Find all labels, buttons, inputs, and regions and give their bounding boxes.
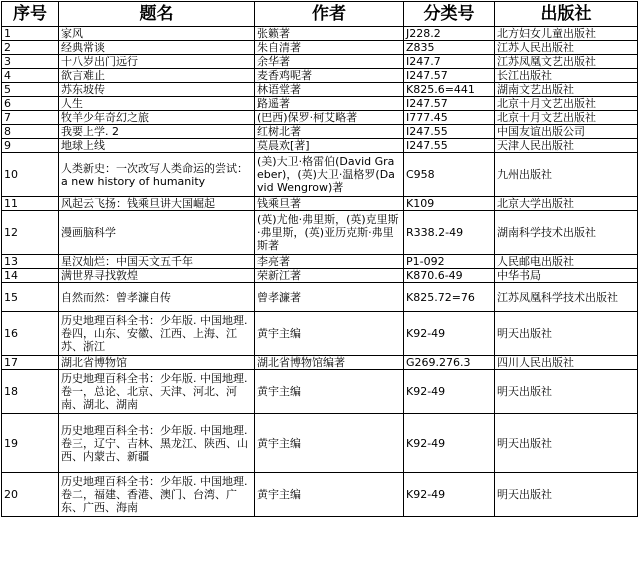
- publisher: 江苏人民出版社: [495, 41, 638, 55]
- book-title: 风起云飞扬：钱乘旦讲大国崛起: [59, 197, 255, 211]
- classification-number: K825.72=76: [404, 283, 495, 312]
- publisher: 天津人民出版社: [495, 139, 638, 153]
- row-index: 5: [2, 83, 59, 97]
- row-index: 9: [2, 139, 59, 153]
- classification-number: K825.6=441: [404, 83, 495, 97]
- table-row: [2, 97, 638, 111]
- table-row: [2, 125, 638, 139]
- classification-number: C958: [404, 153, 495, 197]
- row-index: 14: [2, 269, 59, 283]
- publisher: 四川人民出版社: [495, 356, 638, 370]
- table-row: [2, 283, 638, 312]
- classification-number: Z835: [404, 41, 495, 55]
- header-classification: 分类号: [404, 2, 495, 27]
- publisher: 江苏凤凰科学技术出版社: [495, 283, 638, 312]
- book-title: 人类新史：一次改写人类命运的尝试：a new history of humanity: [59, 153, 255, 197]
- publisher: 九州出版社: [495, 153, 638, 197]
- row-index: 4: [2, 69, 59, 83]
- table-row: [2, 414, 638, 473]
- table-row: [2, 356, 638, 370]
- row-index: 10: [2, 153, 59, 197]
- row-index: 13: [2, 255, 59, 269]
- row-index: 15: [2, 283, 59, 312]
- table-row: [2, 312, 638, 356]
- book-title: 历史地理百科全书：少年版. 中国地理. 卷一，总论、北京、天津、河北、河南、湖北、湖南: [59, 370, 255, 414]
- row-index: 18: [2, 370, 59, 414]
- classification-number: I247.55: [404, 139, 495, 153]
- table-row: [2, 69, 638, 83]
- table-body: [2, 27, 638, 517]
- book-author: 黄宇主编: [255, 414, 404, 473]
- book-title: 星汉灿烂：中国天文五千年: [59, 255, 255, 269]
- book-title: 漫画脑科学: [59, 211, 255, 255]
- table-row: [2, 83, 638, 97]
- classification-number: I777.45: [404, 111, 495, 125]
- classification-number: K92-49: [404, 312, 495, 356]
- classification-number: K92-49: [404, 473, 495, 517]
- publisher: 人民邮电出版社: [495, 255, 638, 269]
- book-title: 地球上线: [59, 139, 255, 153]
- classification-number: I247.55: [404, 125, 495, 139]
- book-author: 余华著: [255, 55, 404, 69]
- header-publisher: 出版社: [495, 2, 638, 27]
- publisher: 中国友谊出版公司: [495, 125, 638, 139]
- classification-number: R338.2-49: [404, 211, 495, 255]
- book-title: 历史地理百科全书：少年版. 中国地理. 卷四，山东、安徽、江西、上海、江苏、浙江: [59, 312, 255, 356]
- publisher: 长江出版社: [495, 69, 638, 83]
- table-row: [2, 211, 638, 255]
- table-row: [2, 27, 638, 41]
- book-author: 曾孝濂著: [255, 283, 404, 312]
- table-row: [2, 153, 638, 197]
- table-row: [2, 269, 638, 283]
- book-author: 黄宇主编: [255, 473, 404, 517]
- book-author: 黄宇主编: [255, 312, 404, 356]
- book-author: 钱乘旦著: [255, 197, 404, 211]
- classification-number: K870.6-49: [404, 269, 495, 283]
- row-index: 19: [2, 414, 59, 473]
- classification-number: I247.57: [404, 97, 495, 111]
- classification-number: I247.57: [404, 69, 495, 83]
- book-title: 满世界寻找敦煌: [59, 269, 255, 283]
- publisher: 北京十月文艺出版社: [495, 97, 638, 111]
- book-title: 十八岁出门远行: [59, 55, 255, 69]
- classification-number: G269.276.3: [404, 356, 495, 370]
- publisher: 明天出版社: [495, 473, 638, 517]
- header-index: 序号: [2, 2, 59, 27]
- classification-number: K92-49: [404, 414, 495, 473]
- book-author: 莫晨欢[著]: [255, 139, 404, 153]
- book-title: 人生: [59, 97, 255, 111]
- row-index: 1: [2, 27, 59, 41]
- table-row: [2, 197, 638, 211]
- book-title: 自然而然：曾孝濂自传: [59, 283, 255, 312]
- publisher: 北京大学出版社: [495, 197, 638, 211]
- book-title: 历史地理百科全书：少年版. 中国地理. 卷二，福建、香港、澳门、台湾、广东、广西、海南: [59, 473, 255, 517]
- book-author: 林语堂著: [255, 83, 404, 97]
- book-author: (巴西)保罗·柯艾略著: [255, 111, 404, 125]
- book-author: 湖北省博物馆编著: [255, 356, 404, 370]
- row-index: 7: [2, 111, 59, 125]
- row-index: 17: [2, 356, 59, 370]
- header-title: 题名: [59, 2, 255, 27]
- book-list-table: [1, 1, 638, 517]
- table-row: [2, 255, 638, 269]
- book-title: 欲言难止: [59, 69, 255, 83]
- row-index: 11: [2, 197, 59, 211]
- table-row: [2, 55, 638, 69]
- table-row: [2, 370, 638, 414]
- row-index: 8: [2, 125, 59, 139]
- book-title: 湖北省博物馆: [59, 356, 255, 370]
- publisher: 明天出版社: [495, 414, 638, 473]
- book-title: 苏东坡传: [59, 83, 255, 97]
- row-index: 20: [2, 473, 59, 517]
- book-author: 麦香鸡呢著: [255, 69, 404, 83]
- header-author: 作者: [255, 2, 404, 27]
- publisher: 湖南科学技术出版社: [495, 211, 638, 255]
- book-title: 我要上学. 2: [59, 125, 255, 139]
- book-author: 李亮著: [255, 255, 404, 269]
- publisher: 北京十月文艺出版社: [495, 111, 638, 125]
- row-index: 6: [2, 97, 59, 111]
- publisher: 北方妇女儿童出版社: [495, 27, 638, 41]
- publisher: 湖南文艺出版社: [495, 83, 638, 97]
- row-index: 2: [2, 41, 59, 55]
- row-index: 12: [2, 211, 59, 255]
- publisher: 明天出版社: [495, 312, 638, 356]
- book-author: 朱自清著: [255, 41, 404, 55]
- book-title: 家风: [59, 27, 255, 41]
- book-author: 黄宇主编: [255, 370, 404, 414]
- row-index: 3: [2, 55, 59, 69]
- table-row: [2, 139, 638, 153]
- table-row: [2, 111, 638, 125]
- book-author: (美)大卫·格雷伯(David Graeber)，(英)大卫·温格罗(David Wengrow)著: [255, 153, 404, 197]
- header-row: [2, 2, 638, 27]
- classification-number: P1-092: [404, 255, 495, 269]
- publisher: 江苏凤凰文艺出版社: [495, 55, 638, 69]
- classification-number: K92-49: [404, 370, 495, 414]
- book-author: 红树北著: [255, 125, 404, 139]
- classification-number: J228.2: [404, 27, 495, 41]
- book-title: 牧羊少年奇幻之旅: [59, 111, 255, 125]
- table-row: [2, 41, 638, 55]
- row-index: 16: [2, 312, 59, 356]
- book-author: 张籁著: [255, 27, 404, 41]
- classification-number: I247.7: [404, 55, 495, 69]
- publisher: 中华书局: [495, 269, 638, 283]
- book-author: 荣新江著: [255, 269, 404, 283]
- book-title: 经典常谈: [59, 41, 255, 55]
- classification-number: K109: [404, 197, 495, 211]
- publisher: 明天出版社: [495, 370, 638, 414]
- book-title: 历史地理百科全书：少年版. 中国地理. 卷三，辽宁、吉林、黑龙江、陕西、山西、内蒙古、新疆: [59, 414, 255, 473]
- book-author: 路遥著: [255, 97, 404, 111]
- table-row: [2, 473, 638, 517]
- book-author: (英)尤他·弗里斯，(英)克里斯·弗里斯，(英)亚历克斯·弗里斯著: [255, 211, 404, 255]
